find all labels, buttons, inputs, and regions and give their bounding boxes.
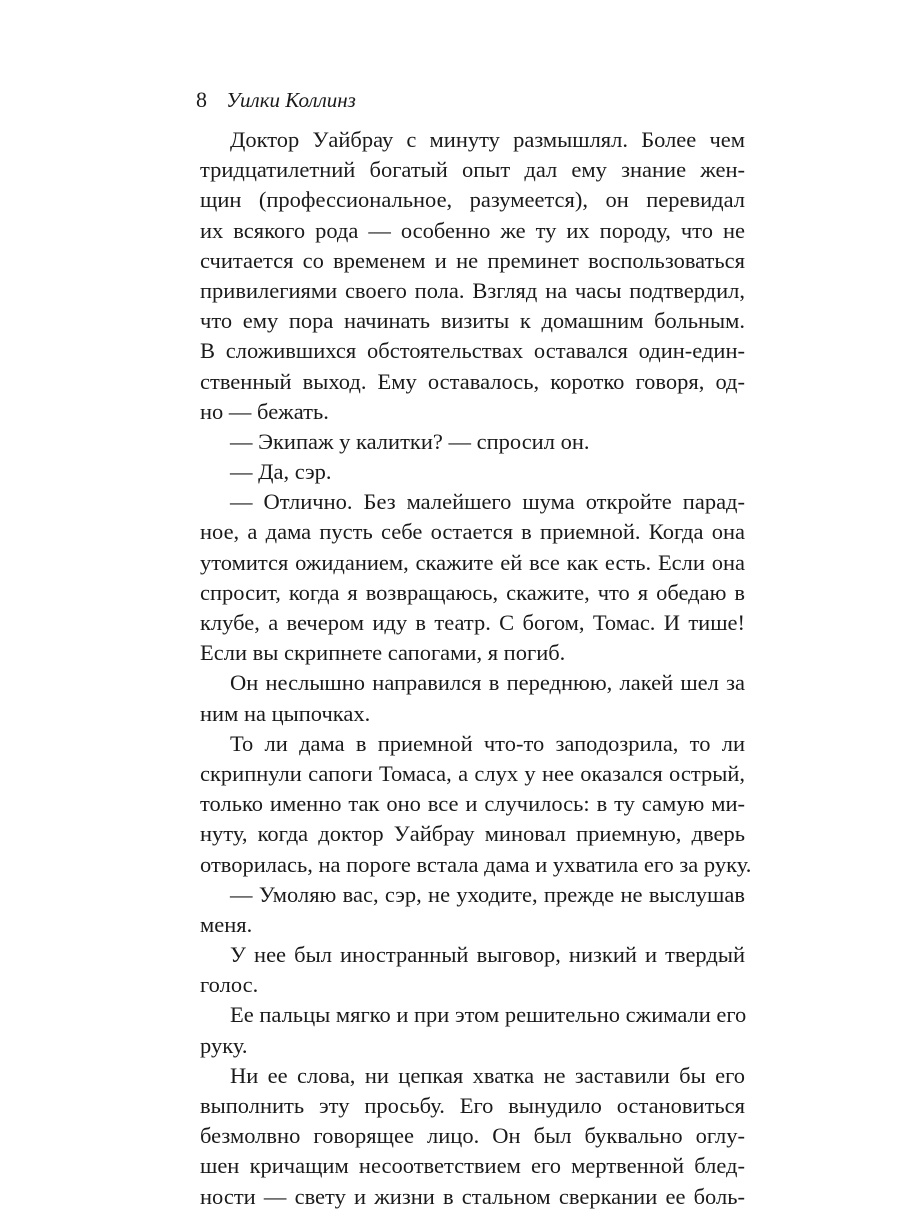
text-line: только именно так оно все и случилось: в ту самую ми- bbox=[200, 791, 745, 817]
page-number: 8 bbox=[196, 87, 207, 112]
text-line: ное, а дама пусть себе остается в приемной. Когда она bbox=[200, 519, 745, 545]
text-line: привилегиями своего пола. Взгляд на часы подтвердил, bbox=[200, 277, 745, 303]
text-line: безмолвно говорящее лицо. Он был буквально оглу- bbox=[200, 1123, 745, 1149]
text-line: — Экипаж у калитки? — спросил он. bbox=[230, 428, 590, 454]
text-line: голос. bbox=[200, 972, 259, 998]
text-line: нуту, когда доктор Уайбрау миновал приемную, дверь bbox=[200, 821, 745, 847]
text-line: У нее был иностранный выговор, низкий и твердый bbox=[230, 942, 745, 968]
running-header bbox=[196, 86, 356, 114]
text-line: щин (профессиональное, разумеется), он перевидал bbox=[200, 187, 745, 213]
text-line: Он неслышно направился в переднюю, лакей шел за bbox=[230, 670, 745, 696]
text-line: Ее пальцы мягко и при этом решительно сжимали его bbox=[230, 1002, 747, 1028]
text-line: Если вы скрипнете сапогами, я погиб. bbox=[200, 640, 566, 666]
text-line: — Да, сэр. bbox=[230, 459, 332, 485]
text-line: ности — свету и жизни в стальном сверкании ее боль- bbox=[200, 1183, 745, 1209]
text-line: спросит, когда я возвращаюсь, скажите, что я обедаю в bbox=[200, 579, 745, 605]
text-line: Ни ее слова, ни цепкая хватка не заставили бы его bbox=[230, 1062, 745, 1088]
text-line: — Отлично. Без малейшего шума откройте парад- bbox=[230, 489, 745, 515]
text-line: То ли дама в приемной что-то заподозрила, то ли bbox=[230, 730, 745, 756]
text-line: считается со временем и не преминет воспользоваться bbox=[200, 247, 745, 273]
text-line: — Умоляю вас, сэр, не уходите, прежде не выслушав bbox=[230, 881, 745, 907]
text-line: что ему пора начинать визиты к домашним больным. bbox=[200, 308, 745, 334]
text-line: руку. bbox=[200, 1032, 248, 1058]
text-line: тридцатилетний богатый опыт дал ему знание жен- bbox=[200, 157, 745, 183]
text-line: клубе, а вечером иду в театр. С богом, Томас. И тише! bbox=[200, 610, 745, 635]
text-line: их всякого рода — особенно же ту их породу, что не bbox=[200, 217, 745, 243]
text-line: шен кричащим несоответствием его мертвенной блед- bbox=[200, 1153, 745, 1179]
body-text bbox=[200, 125, 752, 1212]
text-line: ственный выход. Ему оставалось, коротко говоря, од- bbox=[200, 368, 745, 394]
text-line: но — бежать. bbox=[200, 398, 329, 424]
text-line: меня. bbox=[200, 911, 253, 937]
text-line: скрипнули сапоги Томаса, а слух у нее оказался острый, bbox=[200, 760, 745, 786]
text-line: выполнить эту просьбу. Его вынудило остановиться bbox=[200, 1093, 745, 1118]
text-line: ним на цыпочках. bbox=[200, 700, 371, 726]
text-line: утомится ожиданием, скажите ей все как есть. Если она bbox=[200, 549, 745, 575]
text-line: отворилась, на пороге встала дама и ухватила его за руку. bbox=[200, 851, 752, 877]
text-line: В сложившихся обстоятельствах оставался один-един- bbox=[200, 338, 745, 364]
text-line: Доктор Уайбрау с минуту размышлял. Более чем bbox=[230, 127, 745, 152]
running-header-author: Уилки Коллинз bbox=[226, 88, 356, 112]
